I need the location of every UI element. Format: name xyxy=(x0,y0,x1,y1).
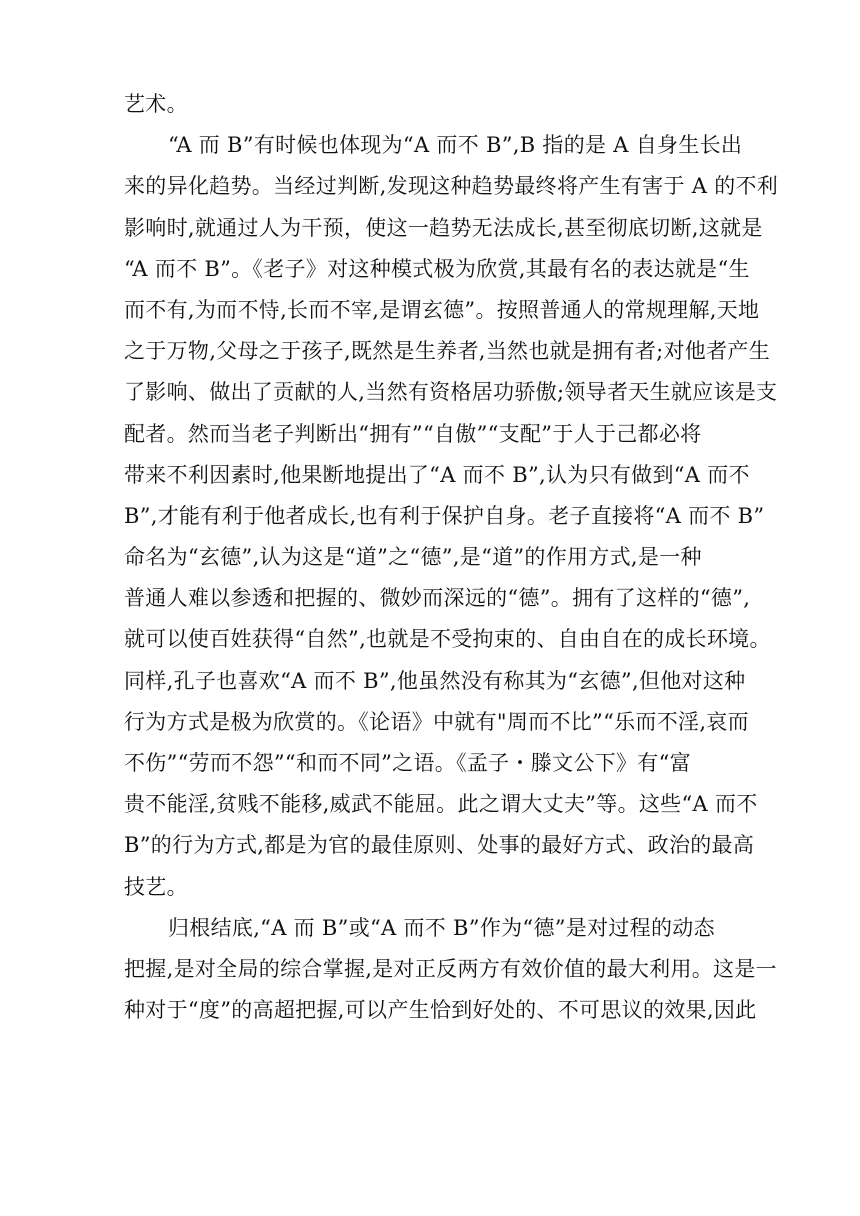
text-line: 配者。然而当老子判断出“拥有”“自傲”“支配”于人于己都必将 xyxy=(124,421,702,446)
text-line: 带来不利因素时,他果断地提出了“A 而不 B”,认为只有做到“A 而不 xyxy=(124,462,750,487)
body-text xyxy=(124,84,779,1031)
text-line: 命名为“玄德”,认为这是“道”之“德”,是“道”的作用方式,是一种 xyxy=(124,545,702,570)
text-line: 不伤”“劳而不怨”“和而不同”之语。《孟子・滕文公下》有“富 xyxy=(124,751,691,775)
text-line: 艺术。 xyxy=(124,92,188,116)
text-line: 而不有,为而不恃,长而不宰,是谓玄德”。按照普通人的常规理解,天地 xyxy=(124,297,760,322)
text-line: 把握,是对全局的综合掌握,是对正反两方有效价值的最大利用。这是一 xyxy=(124,956,777,981)
text-line: “A 而 B”有时候也体现为“A 而不 B”,B 指的是 A 自身生长出 xyxy=(168,133,743,158)
text-line: 影响时,就通过人为干预，使这一趋势无法成长,甚至彻底切断,这就是 xyxy=(124,215,763,240)
text-line: B”的行为方式,都是为官的最佳原则、处事的最好方式、政治的最高 xyxy=(124,833,755,858)
text-line: 普通人难以参透和把握的、微妙而深远的“德”。拥有了这样的“德”, xyxy=(124,586,751,611)
text-line: 来的异化趋势。当经过判断,发现这种趋势最终将产生有害于 A 的不利 xyxy=(124,174,779,199)
text-line: 了影响、做出了贡献的人,当然有资格居功骄傲;领导者天生就应该是支 xyxy=(124,380,778,405)
text-line: “A 而不 B”。《老子》对这种模式极为欣赏,其最有名的表达就是“生 xyxy=(124,256,750,281)
text-line: 之于万物,父母之于孩子,既然是生养者,当然也就是拥有者;对他者产生 xyxy=(124,339,770,364)
text-line: 种对于“度”的高超把握,可以产生恰到好处的、不可思议的效果,因此 xyxy=(124,998,757,1023)
text-line: 就可以使百姓获得“自然”,也就是不受拘束的、自由自在的成长环境。 xyxy=(124,627,771,652)
text-line: 同样,孔子也喜欢“A 而不 B”,他虽然没有称其为“玄德”,但他对这种 xyxy=(124,668,746,693)
text-line: 贵不能淫,贫贱不能移,威武不能屈。此之谓大丈夫”等。这些“A 而不 xyxy=(124,792,758,817)
text-line: 归根结底,“A 而 B”或“A 而不 B”作为“德”是对过程的动态 xyxy=(168,915,715,940)
text-line: 行为方式是极为欣赏的。《论语》中就有"周而不比”“乐而不淫,哀而 xyxy=(124,709,749,734)
text-line: 技艺。 xyxy=(124,874,188,899)
text-line: B”,才能有利于他者成长,也有利于保护自身。老子直接将“A 而不 B” xyxy=(124,503,765,528)
